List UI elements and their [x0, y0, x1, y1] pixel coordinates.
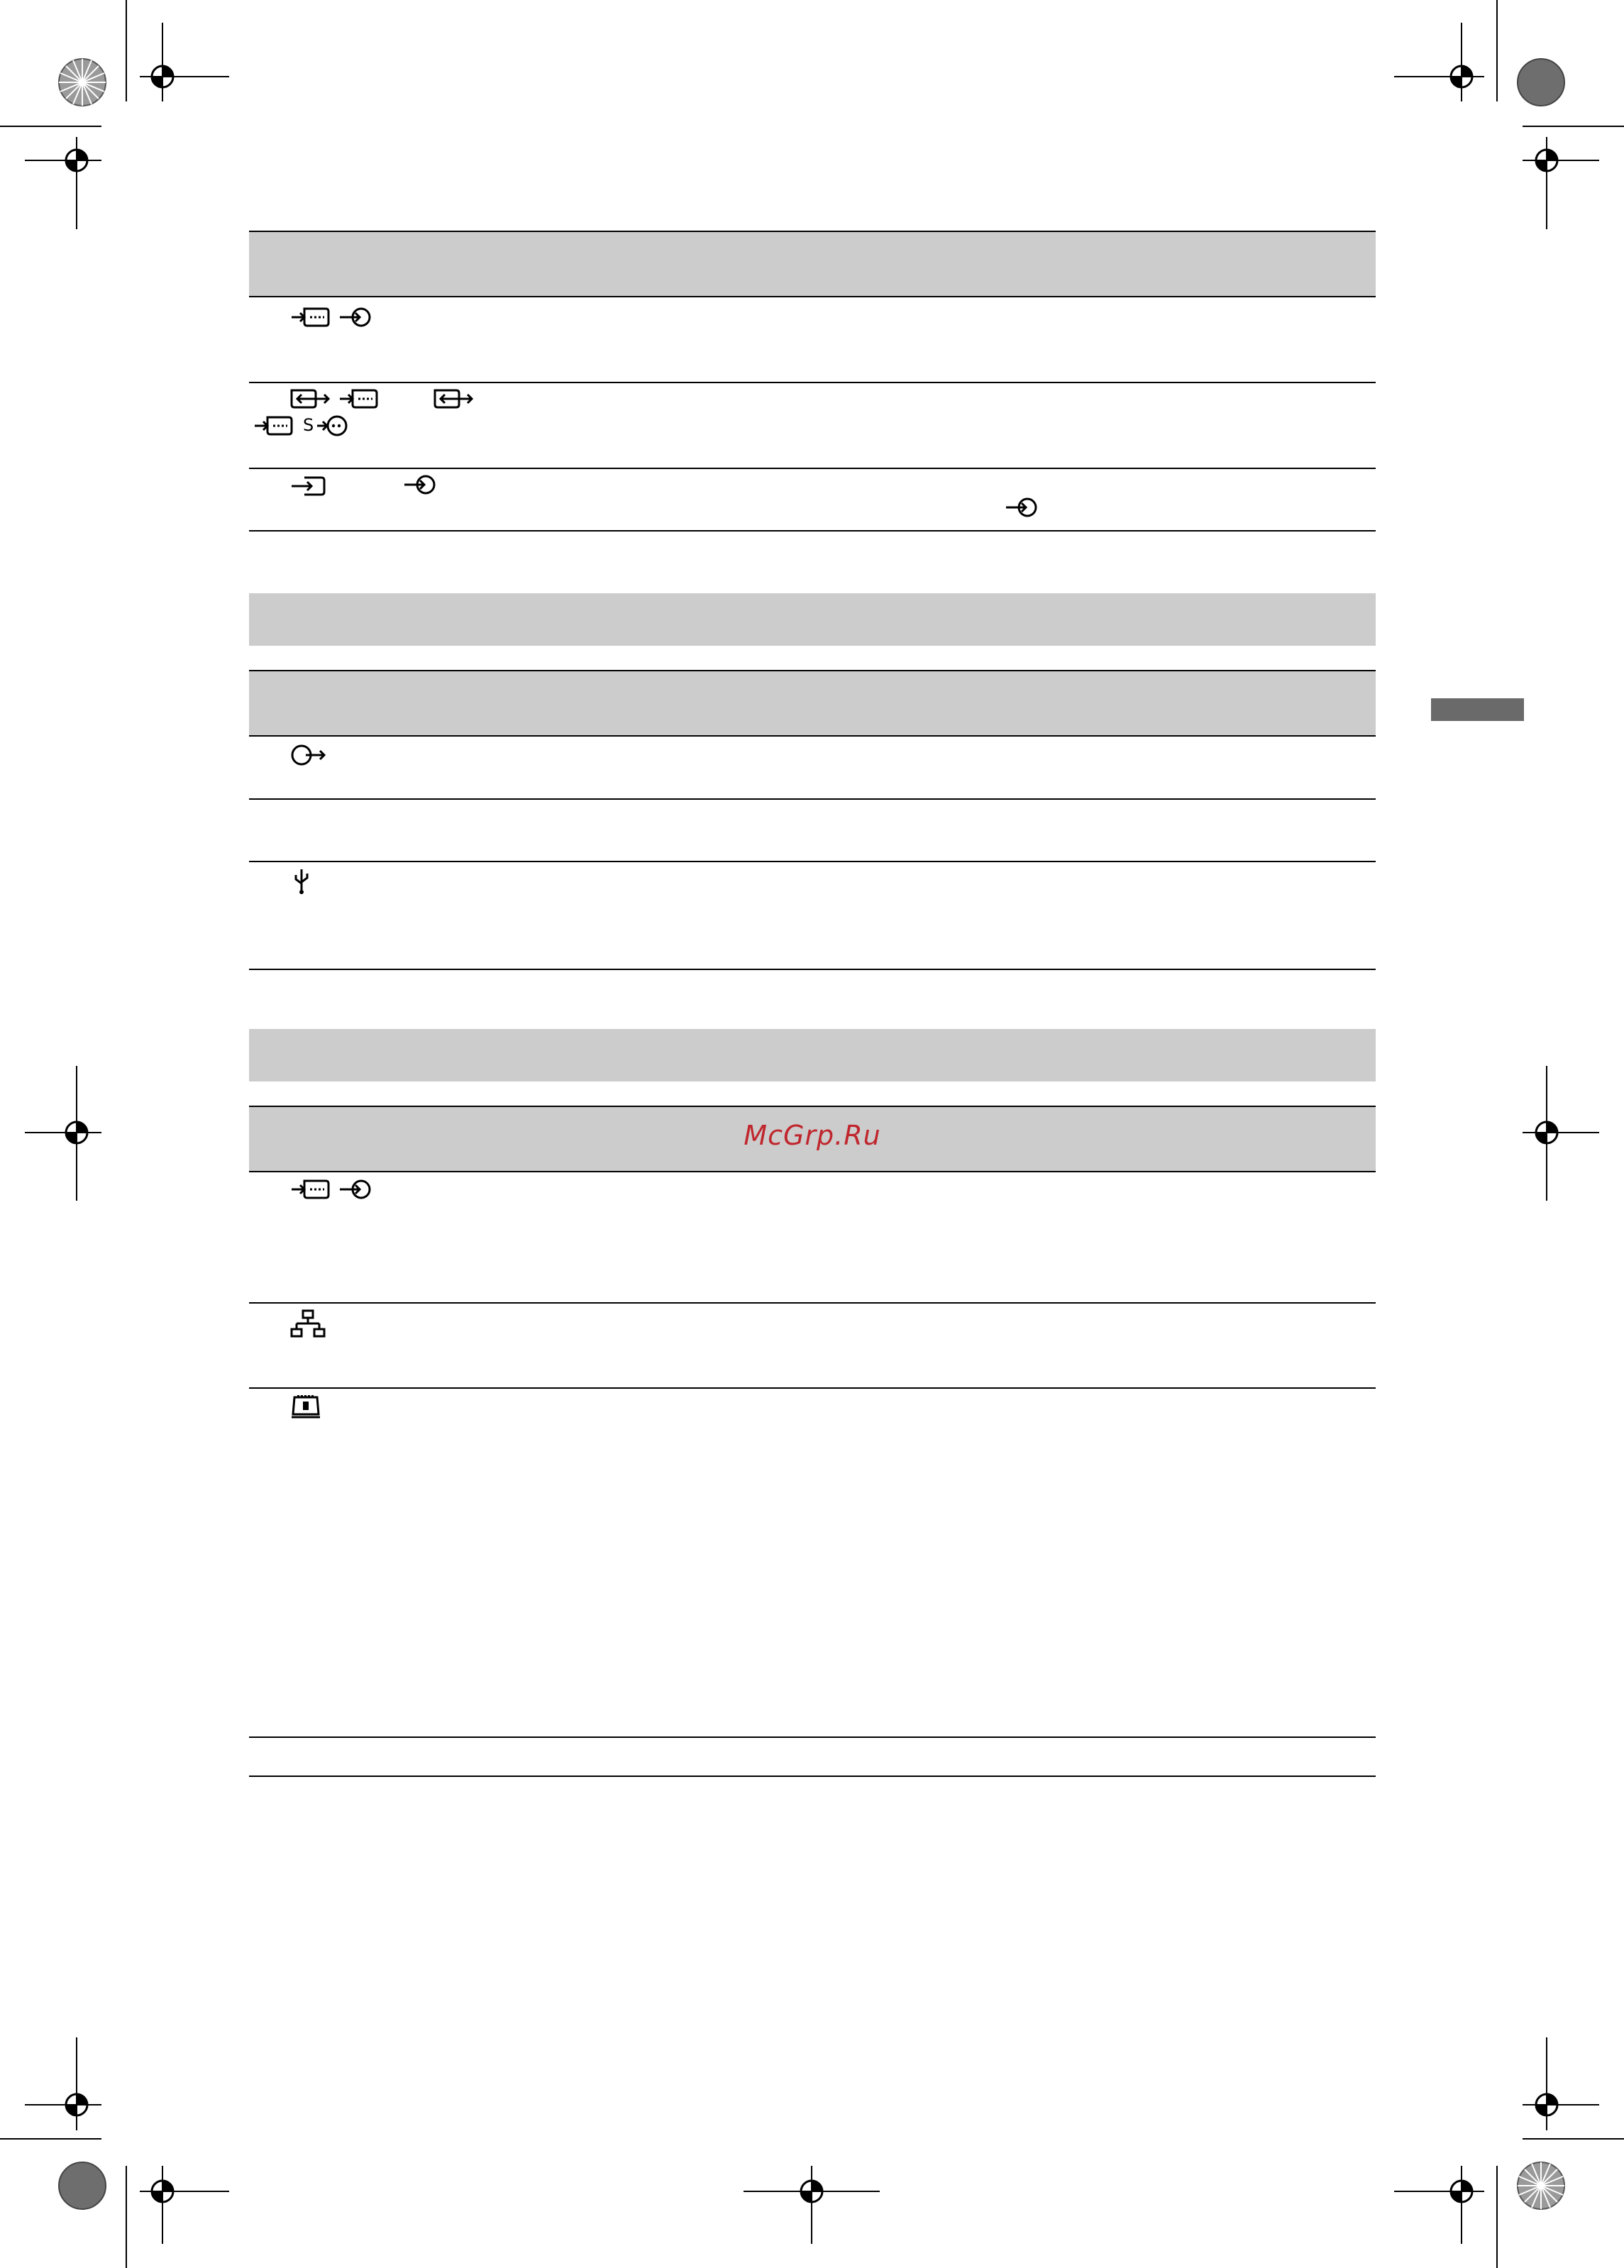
table-row — [249, 469, 1376, 530]
usb-icon — [293, 866, 310, 895]
section-3-title-bar — [249, 1029, 1376, 1081]
table-row — [249, 737, 1376, 798]
input-circle-icon — [403, 472, 437, 497]
scart-in-icon — [338, 386, 378, 412]
table-row — [249, 383, 1376, 468]
s-video-label: S — [303, 415, 314, 435]
section-side-tab — [1431, 698, 1524, 721]
watermark: McGrp.Ru — [744, 1120, 881, 1151]
scart-inout-icon — [290, 386, 330, 412]
table-2-header — [249, 671, 1376, 735]
ci-slot-icon — [290, 1394, 321, 1420]
lan-network-icon — [290, 1309, 326, 1341]
table-2-rule — [249, 969, 1376, 970]
scart-in-icon — [290, 304, 330, 330]
table-row — [249, 1172, 1376, 1302]
section-2-title-bar — [249, 593, 1376, 646]
input-circle-icon — [338, 1177, 372, 1202]
table-3-rule — [249, 1736, 1376, 1738]
table-row — [249, 862, 1376, 969]
table-row — [249, 297, 1376, 382]
scart-in-icon — [290, 1177, 330, 1202]
table-row — [249, 1389, 1376, 1736]
input-circle-icon — [1005, 495, 1039, 520]
headphone-out-icon — [290, 742, 327, 768]
s-video-icon — [316, 413, 350, 439]
table-1-rule — [249, 231, 1376, 232]
table-1-rule — [249, 530, 1376, 532]
input-box-icon — [290, 473, 327, 499]
table-row — [249, 800, 1376, 861]
table-3-rule — [249, 1776, 1376, 1777]
scart-inout-icon — [433, 386, 473, 412]
input-circle-icon — [338, 304, 372, 330]
table-1-header — [249, 232, 1376, 296]
table-row — [249, 1304, 1376, 1387]
scart-in-icon — [253, 413, 293, 439]
